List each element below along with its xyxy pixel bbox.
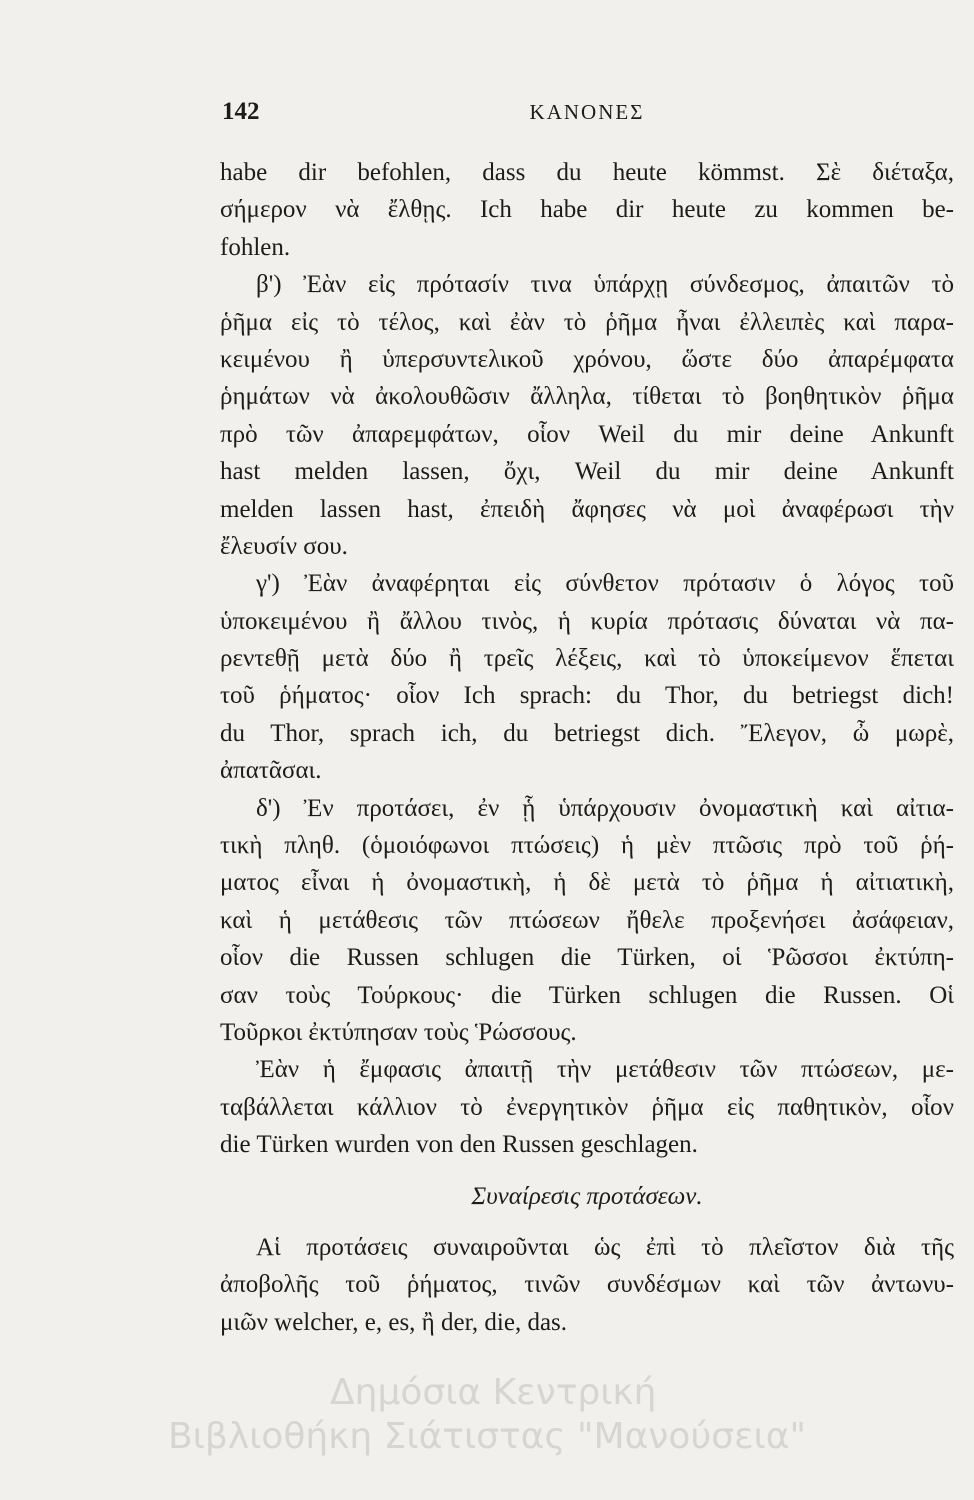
text-line: hast melden lassen, ὄχι, Weil du mir deine Ankunft <box>220 458 954 486</box>
text-line: ὑποκειμένου ἢ ἄλλου τινὸς, ἡ κυρία πρότασις δύναται νὰ πα- <box>220 607 954 635</box>
text-line: ῥῆμα εἰς τὸ τέλος, καὶ ἐὰν τὸ ῥῆμα ἦναι ἐλλειπὲς καὶ παρα- <box>220 308 954 336</box>
text-line: die Türken wurden von den Russen geschlagen. <box>220 1131 698 1159</box>
text-line: ρεντεθῇ μετὰ δύο ἢ τρεῖς λέξεις, καὶ τὸ ὑποκείμενον ἕπεται <box>220 645 954 673</box>
text-line: ἀπατᾶσαι. <box>220 757 322 785</box>
page-number: 142 <box>222 98 260 125</box>
text-line: ἀποβολῆς τοῦ ῥήματος, τινῶν συνδέσμων καὶ τῶν ἀντωνυ- <box>220 1271 954 1299</box>
spacer <box>220 1164 954 1178</box>
text-line: habe dir befohlen, dass du heute kömmst. Σὲ διέταξα, <box>220 159 954 186</box>
text-line: β') Ἐὰν εἰς πρότασίν τινα ὑπάρχῃ σύνδεσμος, ἀπαιτῶν τὸ <box>256 271 954 299</box>
text-line: ταβάλλεται κάλλιον τὸ ἐνεργητικὸν ῥῆμα εἰς παθητικὸν, οἷον <box>220 1093 954 1121</box>
text-line: Ἐὰν ἡ ἔμφασις ἀπαιτῇ τὴν μετάθεσιν τῶν πτώσεων, με- <box>256 1056 954 1084</box>
text-line: fohlen. <box>220 233 291 261</box>
section-heading: Συναίρεσις προτάσεων. <box>471 1182 703 1210</box>
text-line: ματος εἶναι ἡ ὀνομαστικὴ, ἡ δὲ μετὰ τὸ ῥῆμα ἡ αἰτιατικὴ, <box>220 869 954 897</box>
page-header <box>222 98 952 128</box>
text-line: οἷον die Russen schlugen die Türken, οἱ Ῥῶσσοι ἐκτύπη- <box>220 944 954 972</box>
text-line: ῥημάτων νὰ ἀκολουθῶσιν ἄλληλα, τίθεται τὸ βοηθητικὸν ῥῆμα <box>220 383 954 411</box>
library-watermark-line2: Βιβλιοθήκη Σιάτιστας "Μανούσεια" <box>167 1416 807 1457</box>
text-line: γ') Ἐὰν ἀναφέρηται εἰς σύνθετον πρότασιν ὁ λόγος τοῦ <box>256 570 954 598</box>
body-text <box>220 154 954 1341</box>
text-line: κειμένου ἢ ὑπερσυντελικοῦ χρόνου, ὥστε δύο ἀπαρέμφατα <box>220 345 954 373</box>
text-line: μιῶν welcher, e, es, ἢ der, die, das. <box>220 1308 568 1336</box>
text-line: καὶ ἡ μετάθεσις τῶν πτώσεων ἤθελε προξενήσει ἀσάφειαν, <box>220 906 954 934</box>
text-line: melden lassen hast, ἐπειδὴ ἄφησες νὰ μοὶ ἀναφέρωσι τὴν <box>220 495 954 523</box>
text-line: δ') Ἐν προτάσει, ἐν ᾗ ὑπάρχουσιν ὀνομαστικὴ καὶ αἰτια- <box>256 794 954 822</box>
text-line: σήμερον νὰ ἔλθῃς. Ich habe dir heute zu kommen be- <box>220 196 954 224</box>
text-line: σαν τοὺς Τούρκους· die Türken schlugen die Russen. Οἱ <box>220 981 954 1009</box>
text-line: Τοῦρκοι ἐκτύπησαν τοὺς Ῥώσσους. <box>220 1018 577 1046</box>
spacer <box>220 1215 954 1229</box>
text-line: du Thor, sprach ich, du betriegst dich. Ἔλεγον, ὦ μωρὲ, <box>220 719 954 747</box>
text-line: τοῦ ῥήματος· οἷον Ich sprach: du Thor, du betriegst dich! <box>220 682 954 710</box>
text-line: Αἱ προτάσεις συναιροῦνται ὡς ἐπὶ τὸ πλεῖστον διὰ τῆς <box>256 1233 954 1261</box>
text-line: τικὴ πληθ. (ὁμοιόφωνοι πτώσεις) ἡ μὲν πτῶσις πρὸ τοῦ ῥή- <box>220 832 954 860</box>
text-line: ἔλευσίν σου. <box>220 532 348 560</box>
running-head: ΚΑΝΟΝΕΣ <box>529 100 645 124</box>
text-line: πρὸ τῶν ἀπαρεμφάτων, οἷον Weil du mir deine Ankunft <box>220 420 954 448</box>
library-watermark-line1: Δημόσια Κεντρική <box>330 1372 657 1413</box>
